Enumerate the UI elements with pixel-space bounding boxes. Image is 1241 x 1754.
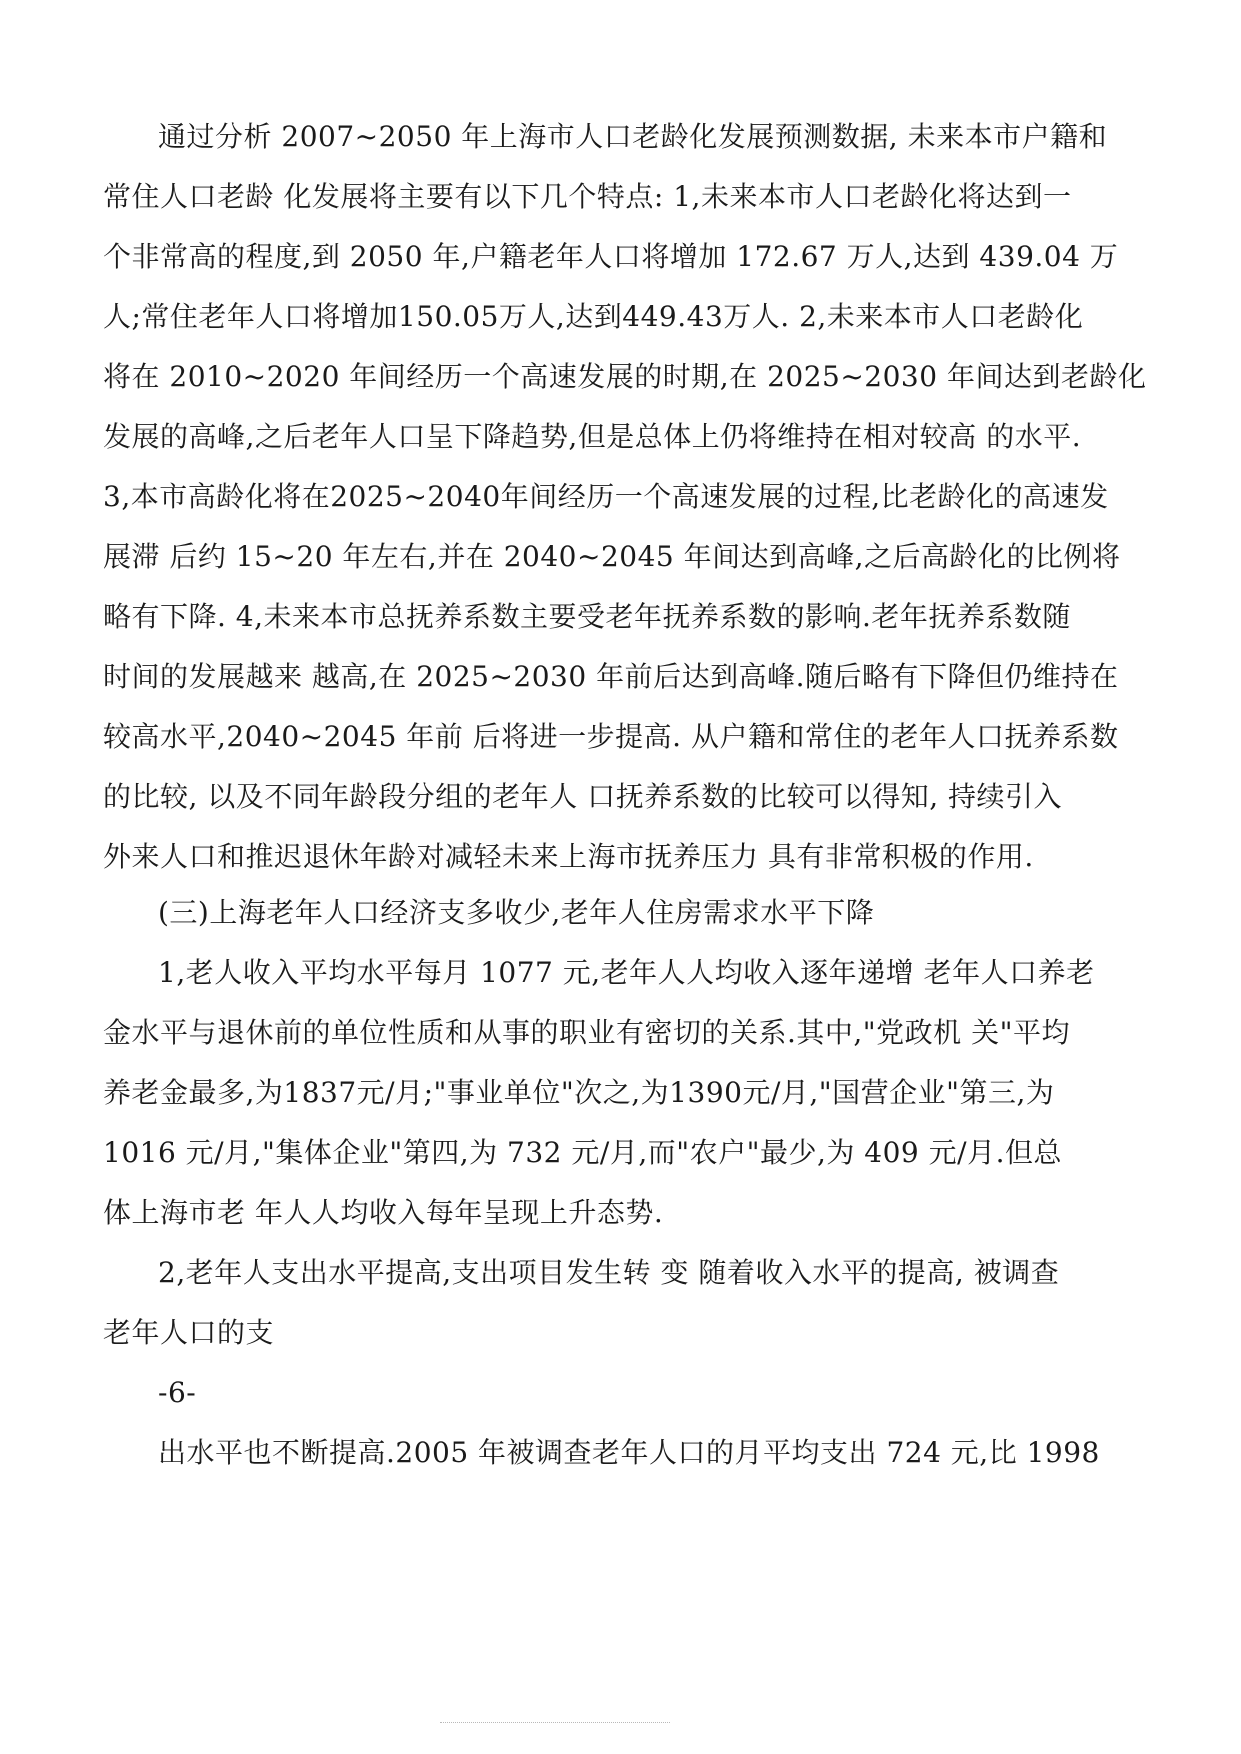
- text-line: 略有下降. 4,未来本市总抚养系数主要受老年抚养系数的影响.老年抚养系数随: [103, 600, 1071, 633]
- text-line: 体上海市老 年人人均收入每年呈现上升态势.: [103, 1196, 664, 1229]
- section-heading: (三)上海老年人口经济支多收少,老年人住房需求水平下降: [158, 896, 875, 929]
- text-line: 常住人口老龄 化发展将主要有以下几个特点: 1,未来本市人口老龄化将达到一: [103, 180, 1072, 213]
- page-number: -6-: [158, 1376, 197, 1409]
- text-line: 1,老人收入平均水平每月 1077 元,老年人人均收入逐年递增 老年人口养老: [158, 956, 1095, 989]
- text-line: 发展的高峰,之后老年人口呈下降趋势,但是总体上仍将维持在相对较高 的水平.: [103, 420, 1082, 453]
- text-line: 3,本市高龄化将在2025~2040年间经历一个高速发展的过程,比老龄化的高速发: [103, 480, 1109, 513]
- text-line: 养老金最多,为1837元/月;"事业单位"次之,为1390元/月,"国营企业"第三,为: [103, 1076, 1055, 1109]
- text-line: 出水平也不断提高.2005 年被调查老年人口的月平均支出 724 元,比 1998: [158, 1436, 1100, 1469]
- text-line: 人;常住老年人口将增加150.05万人,达到449.43万人. 2,未来本市人口老龄化: [103, 300, 1084, 333]
- text-line: 1016 元/月,"集体企业"第四,为 732 元/月,而"农户"最少,为 409 元/月.但总: [103, 1136, 1062, 1169]
- text-line: 金水平与退休前的单位性质和从事的职业有密切的关系.其中,"党政机 关"平均: [103, 1016, 1070, 1049]
- text-line: 时间的发展越来 越高,在 2025~2030 年前后达到高峰.随后略有下降但仍维持在: [103, 660, 1119, 693]
- text-line: 的比较, 以及不同年龄段分组的老年人 口抚养系数的比较可以得知, 持续引入: [103, 780, 1063, 813]
- text-line: 通过分析 2007~2050 年上海市人口老龄化发展预测数据, 未来本市户籍和: [158, 120, 1108, 153]
- text-line: 较高水平,2040~2045 年前 后将进一步提高. 从户籍和常住的老年人口抚养系数: [103, 720, 1119, 753]
- text-line: 个非常高的程度,到 2050 年,户籍老年人口将增加 172.67 万人,达到 439.04 万: [103, 240, 1119, 273]
- text-line: 外来人口和推迟退休年龄对减轻未来上海市抚养压力 具有非常积极的作用.: [103, 840, 1034, 873]
- footer-divider: [440, 1722, 670, 1723]
- text-line: 老年人口的支: [103, 1316, 275, 1349]
- text-line: 将在 2010~2020 年间经历一个高速发展的时期,在 2025~2030 年间达到老龄化: [103, 360, 1147, 393]
- text-line: 2,老年人支出水平提高,支出项目发生转 变 随着收入水平的提高, 被调查: [158, 1256, 1060, 1289]
- text-line: 展滞 后约 15~20 年左右,并在 2040~2045 年间达到高峰,之后高龄化的比例将: [103, 540, 1121, 573]
